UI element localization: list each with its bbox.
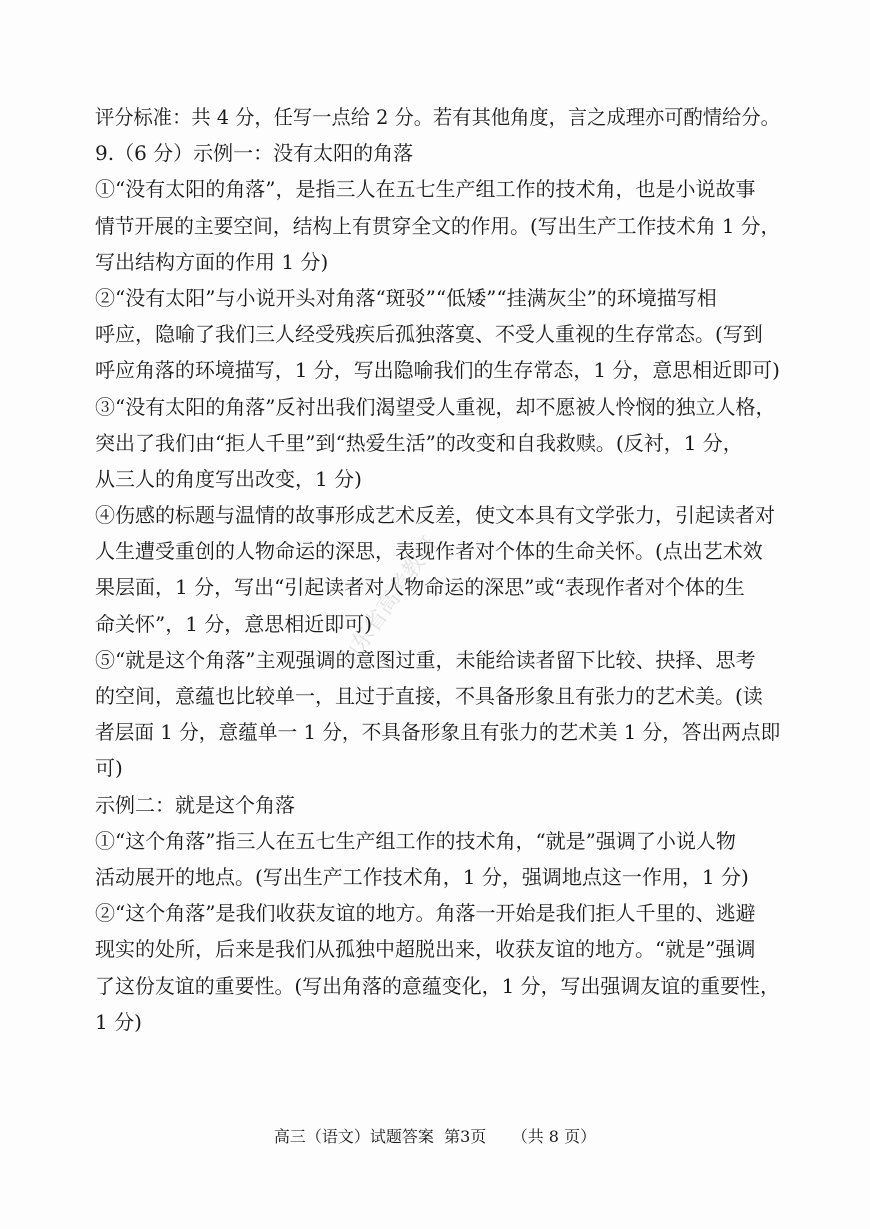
answer-line: 突出了我们由“拒人千里”到“热爱生活”的改变和自我救赎。(反衬，1 分， (95, 430, 743, 455)
answer-line: ①“没有太阳的角落”，是指三人在五七生产组工作的技术角，也是小说故事 (95, 177, 756, 202)
answer-line: ①“这个角落”指三人在五七生产组工作的技术角，“就是”强调了小说人物 (95, 828, 736, 853)
answer-line: 活动展开的地点。(写出生产工作技术角，1 分，强调地点这一作用，1 分) (95, 864, 749, 889)
answer-line: 可) (95, 756, 123, 781)
answer-line: 了这份友谊的重要性。(写出角落的意蕴变化，1 分，写出强调友谊的重要性， (95, 973, 780, 998)
answer-line: 呼应角落的环境描写，1 分，写出隐喻我们的生存常态，1 分，意思相近即可) (95, 358, 780, 383)
answer-line: 情节开展的主要空间，结构上有贯穿全文的作用。(写出生产工作技术角 1 分， (95, 213, 781, 238)
answer-line: 1 分) (95, 1009, 142, 1034)
answer-line: 的空间，意蕴也比较单一，且过于直接，不具备形象且有张力的艺术美。(读 (95, 684, 763, 708)
answer-line: ③“没有太阳的角落”反衬出我们渴望受人重视，却不愿被人怜悯的独立人格， (95, 394, 776, 419)
answer-line-scoring: 评分标准：共 4 分，任写一点给 2 分。若有其他角度，言之成理亦可酌情给分。 (95, 105, 780, 129)
answer-line: 呼应，隐喻了我们三人经受残疾后孤独落寞、不受人重视的生存常态。(写到 (95, 322, 763, 347)
answer-line: 从三人的角度写出改变，1 分) (95, 466, 362, 491)
answer-line: ②“这个角落”是我们收获友谊的地方。角落一开始是我们拒人千里的、逃避 (95, 901, 756, 926)
footer-total-pages: （共 8 页） (511, 1127, 597, 1146)
answer-line-example2-heading: 示例二：就是这个角落 (95, 792, 295, 817)
answer-line-q9-heading: 9.（6 分）示例一：没有太阳的角落 (95, 141, 414, 166)
answer-line: 果层面，1 分，写出“引起读者对人物命运的深思”或“表现作者对个体的生 (95, 575, 745, 600)
answer-body (95, 99, 780, 1040)
footer-page-number: 第3页 (444, 1127, 487, 1146)
answer-line: 命关怀”，1 分，意思相近即可) (95, 611, 373, 636)
answer-line: 写出结构方面的作用 1 分) (95, 249, 329, 274)
page-footer (0, 1124, 870, 1147)
watermark-text: 山东省高考教研 (334, 532, 444, 674)
answer-line: ⑤“就是这个角落”主观强调的意图过重，未能给读者留下比较、抉择、思考 (95, 647, 756, 672)
answer-line: 人生遭受重创的人物命运的深思，表现作者对个体的生命关怀。(点出艺术效 (95, 539, 763, 564)
answer-line: ④伤感的标题与温情的故事形成艺术反差，使文本具有文学张力，引起读者对 (95, 503, 775, 528)
footer-title: 高三（语文）试题答案 (273, 1127, 434, 1146)
answer-line: 现实的处所，后来是我们从孤独中超脱出来，收获友谊的地方。“就是”强调 (95, 937, 756, 962)
answer-line: 者层面 1 分，意蕴单一 1 分，不具备形象且有张力的艺术美 1 分，答出两点即 (95, 720, 781, 745)
answer-line: ②“没有太阳”与小说开头对角落“斑驳”“低矮”“挂满灰尘”的环境描写相 (95, 285, 717, 310)
